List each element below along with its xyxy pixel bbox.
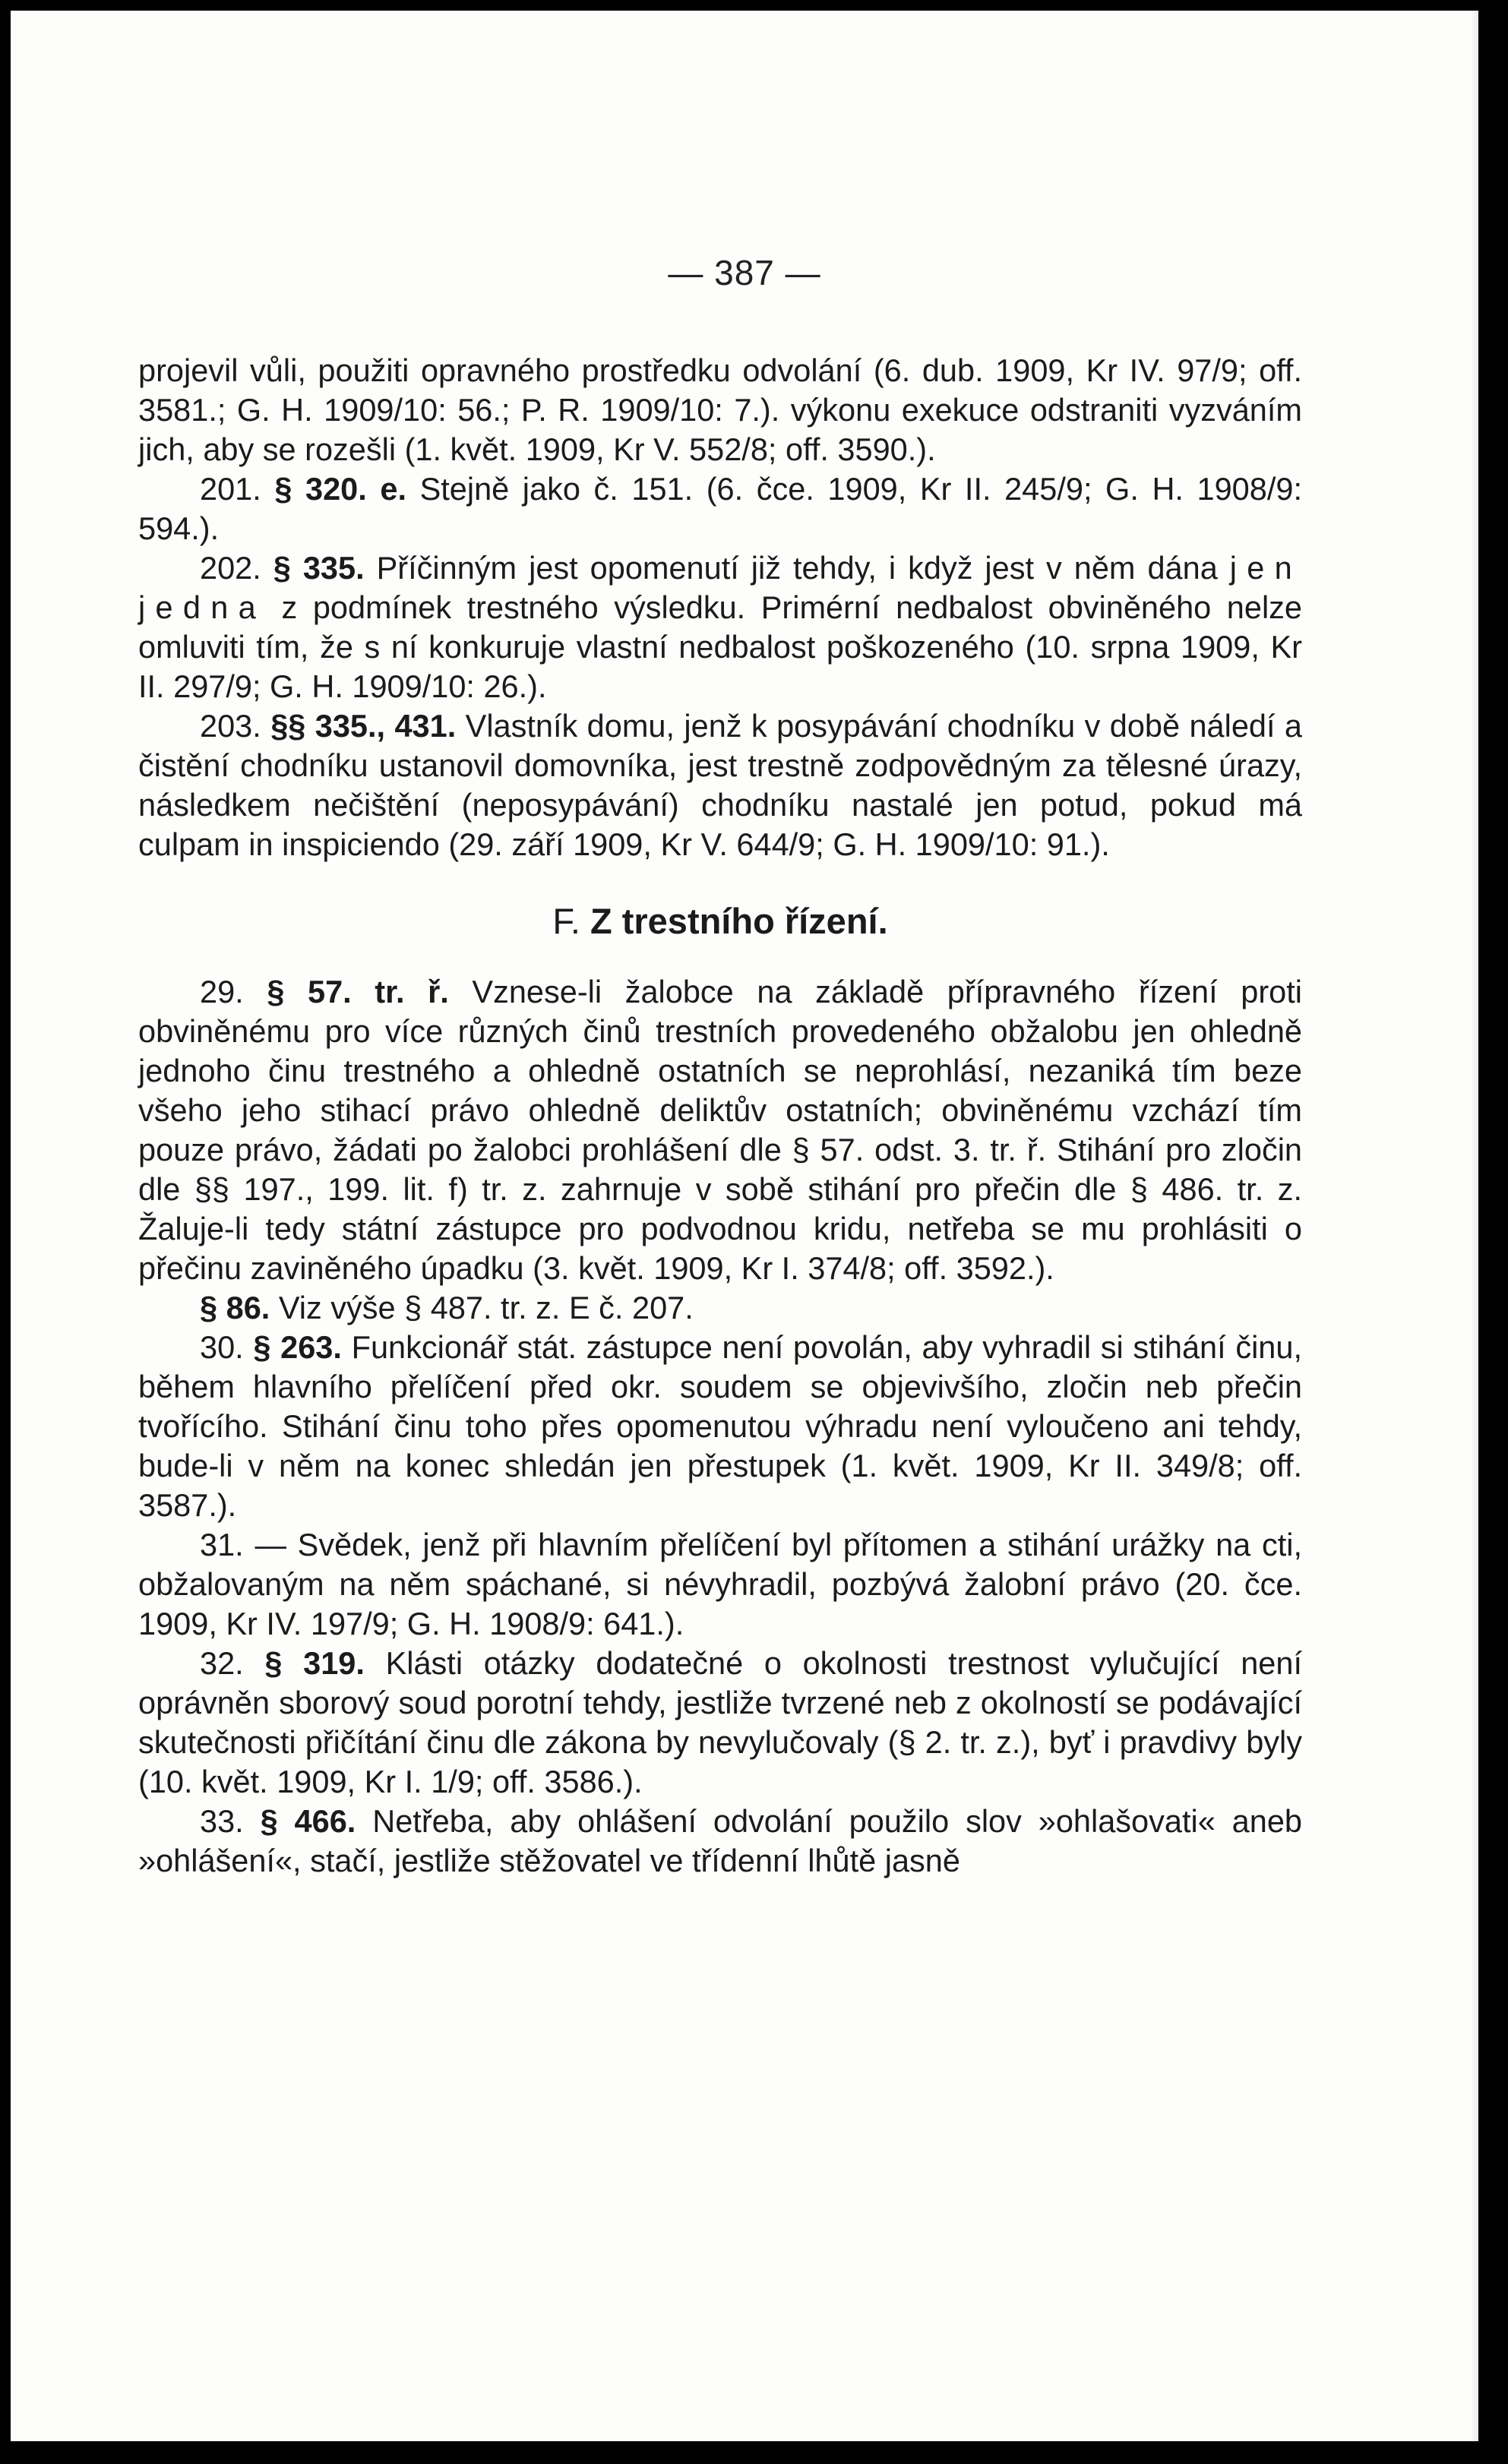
entry-reference: § 320. e. bbox=[274, 471, 406, 507]
entry-201 bbox=[138, 469, 1302, 548]
scan-edge bbox=[1471, 11, 1478, 2441]
paragraph-text: projevil vůli, použiti opravného prostředku odvolání (6. dub. 1909, Kr IV. 97/9; off. 3581.; G. H. 1909/10: 56.; P. R. 1909/10: 7.). výkonu exekuce odstraniti vyzváním jich, aby se rozešli (1. květ. 1909, Kr V. 552/8; off. 3590.). bbox=[138, 352, 1302, 467]
entry-203 bbox=[138, 706, 1302, 864]
entry-reference: § 335. bbox=[273, 550, 365, 586]
page-number: — 387 — bbox=[668, 253, 821, 292]
entry-text: Příčinným jest opomenutí již tehdy, i když jest v něm dána bbox=[376, 550, 1218, 586]
entry-number: 203. bbox=[200, 708, 261, 744]
entry-text: Netřeba, aby ohlášení odvolání použilo slov »ohlašovati« aneb »ohlášení«, stačí, jestliže stěžovatel ve třídenní lhůtě jasně bbox=[138, 1803, 1302, 1878]
scanned-page bbox=[11, 11, 1478, 2441]
entry-reference: § 466. bbox=[260, 1803, 356, 1839]
entry-reference: § 263. bbox=[253, 1329, 342, 1365]
section-letter: F. bbox=[552, 901, 580, 941]
entry-text: Vlastník domu, jenž k posypávání chodníku v době náledí a čistění chodníku ustanovil domovníka, jest trestně zodpovědným za tělesné úrazy, následkem nečištění (neposypávání) chodníku nastalé jen potud, pokud má culpam in inspiciendo (29. září 1909, Kr V. 644/9; G. H. 1909/10: 91.). bbox=[138, 708, 1303, 862]
entry-number: 30. bbox=[200, 1329, 244, 1365]
entry-number: 202. bbox=[200, 550, 261, 586]
paragraph-continuation bbox=[138, 351, 1302, 469]
entry-33 bbox=[138, 1802, 1302, 1881]
entry-text: Viz výše § 487. tr. z. E č. 207. bbox=[278, 1290, 694, 1325]
entry-202 bbox=[138, 548, 1302, 706]
entry-text: Klásti otázky dodatečné o okolnosti trestnost vylučující není oprávněn sborový soud porotní tehdy, jestliže tvrzené neb z okolností se podávající skutečnosti přičítání činu dle zákona by nevylučovaly (§ 2. tr. z.), byť i pravdivy byly (10. květ. 1909, Kr I. 1/9; off. 3586.). bbox=[138, 1645, 1302, 1799]
entry-number: 33. bbox=[200, 1803, 244, 1839]
entry-reference: §§ 335., 431. bbox=[270, 708, 457, 744]
entry-text: Stejně jako č. 151. (6. čce. 1909, Kr II. 245/9; G. H. 1908/9: 594.). bbox=[138, 471, 1302, 546]
entry-reference: § 319. bbox=[264, 1645, 365, 1681]
section-title: Z trestního řízení. bbox=[590, 901, 888, 941]
entry-number: 31. bbox=[200, 1527, 244, 1562]
entry-31 bbox=[138, 1525, 1302, 1644]
entry-reference: § 86. bbox=[200, 1290, 270, 1325]
entry-reference: § 57. tr. ř. bbox=[267, 974, 449, 1009]
entry-86 bbox=[138, 1288, 1302, 1328]
entry-number: 32. bbox=[200, 1645, 244, 1681]
entry-30 bbox=[138, 1328, 1302, 1525]
emphasized-text: jen jedna bbox=[138, 550, 1303, 625]
entry-text-continued: z podmínek trestného výsledku. Primérní nedbalost obviněného nelze omluviti tím, že s ní konkuruje vlastní nedbalost poškozeného (10. srpna 1909, Kr II. 297/9; G. H. 1909/10: 26.). bbox=[138, 589, 1303, 704]
body-text bbox=[138, 351, 1302, 1881]
entry-text: Funkcionář stát. zástupce není povolán, aby vyhradil si stihání činu, během hlavního přelíčení před okr. soudem se objevivšího, zločin neb přečin tvořícího. Stihání činu toho přes opomenutou výhradu není vyloučeno ani tehdy, bude-li v něm na konec shledán jen přestupek (1. květ. 1909, Kr II. 349/8; off. 3587.). bbox=[138, 1329, 1303, 1523]
entry-text: Vznese-li žalobce na základě přípravného řízení proti obviněnému pro více různých činů trestních provedeného obžalobu jen ohledně jednoho činu trestného a ohledně ostatních se neprohlásí, nezaniká tím beze všeho jeho stihací právo ohledně deliktův ostatních; obviněnému vzchází tím pouze právo, žádati po žalobci prohlášení dle § 57. odst. 3. tr. ř. Stihání pro zločin dle §§ 197., 199. lit. f) tr. z. zahrnuje v sobě stihání pro přečin dle § 486. tr. z. Žaluje-li tedy státní zástupce pro podvodnou kridu, netřeba se mu prohlásiti o přečinu zaviněného úpadku (3. květ. 1909, Kr I. 374/8; off. 3592.). bbox=[138, 974, 1302, 1286]
entry-32 bbox=[138, 1644, 1302, 1802]
entry-number: 201. bbox=[200, 471, 261, 507]
entry-text: — Svědek, jenž při hlavním přelíčení byl přítomen a stihání urážky na cti, obžalovaným na něm spáchané, si névyhradil, pozbývá žalobní právo (20. čce. 1909, Kr IV. 197/9; G. H. 1908/9: 641.). bbox=[138, 1527, 1302, 1641]
entry-number: 29. bbox=[200, 974, 244, 1009]
section-heading bbox=[138, 899, 1302, 943]
entry-29 bbox=[138, 972, 1302, 1288]
